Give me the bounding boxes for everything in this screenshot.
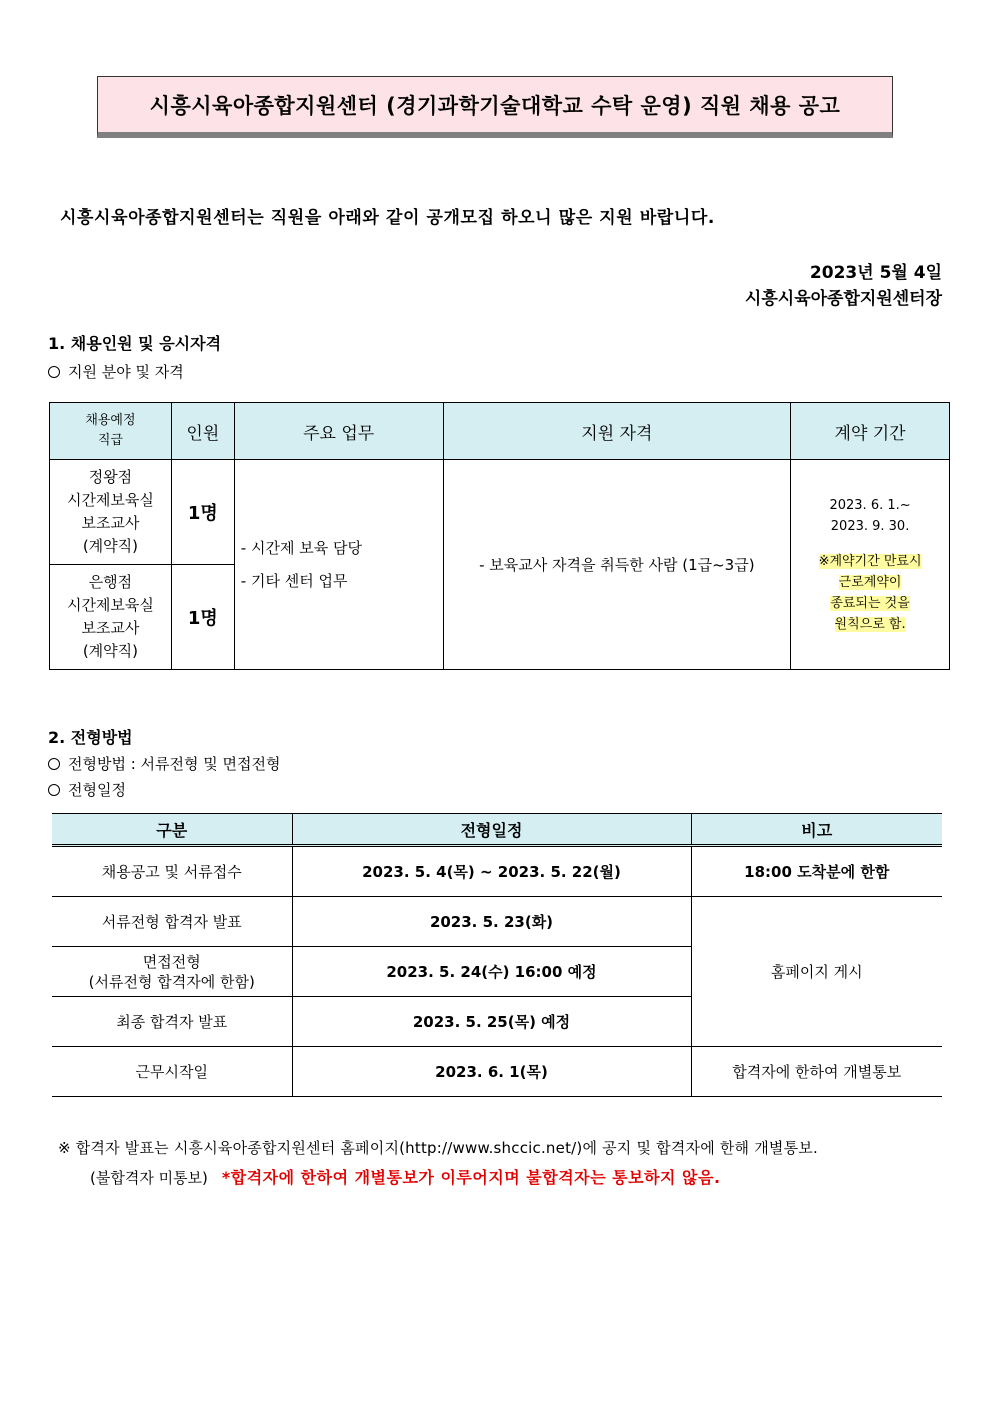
period-line: 2023. 9. 30. <box>830 518 910 534</box>
section1-title: 1. 채용인원 및 응시자격 <box>48 334 222 353</box>
header-period: 계약 기간 <box>791 403 950 460</box>
duties-cell <box>234 460 443 670</box>
position-line: (계약직) <box>82 642 139 660</box>
section2-title: 2. 전형방법 <box>48 728 133 747</box>
header-qualification: 지원 자격 <box>443 403 791 460</box>
section2-bullet2-text: 전형일정 <box>68 781 126 799</box>
schedule-cell: 2023. 6. 1(목) <box>292 1047 691 1097</box>
period-line: 2023. 6. 1.~ <box>829 497 911 513</box>
schedule-cell: 2023. 5. 23(화) <box>292 897 691 947</box>
position-line: (계약직) <box>82 537 139 555</box>
recruitment-table <box>49 402 950 670</box>
position-line: 보조교사 <box>81 619 140 637</box>
table-row <box>50 460 950 565</box>
section2-bullet2 <box>48 779 126 800</box>
announcement-note-2 <box>90 1165 721 1188</box>
section1-bullet-text: 지원 분야 및 자격 <box>68 363 184 381</box>
remarks-cell: 18:00 도착분에 한함 <box>691 846 942 897</box>
schedule-header-row <box>52 814 942 846</box>
category-cell <box>52 947 292 997</box>
red-warning-text: *합격자에 한하여 개별통보가 이루어지며 불합격자는 통보하지 않음. <box>221 1168 721 1187</box>
category-cell: 채용공고 및 서류접수 <box>52 846 292 897</box>
category-line: (서류전형 합격자에 한함) <box>88 972 255 991</box>
schedule-cell: 2023. 5. 4(목) ~ 2023. 5. 22(월) <box>292 846 691 897</box>
page-title: 시흥시육아종합지원센터 (경기과학기술대학교 수탁 운영) 직원 채용 공고 <box>97 76 893 138</box>
category-cell: 서류전형 합격자 발표 <box>52 897 292 947</box>
count-cell: 1명 <box>171 460 234 565</box>
notice-date: 2023년 5월 4일 <box>809 263 942 283</box>
table-row <box>52 846 942 897</box>
period-note: 근로계약이 <box>838 574 902 590</box>
position-cell <box>50 565 172 670</box>
period-note: 원칙으로 함. <box>834 616 906 632</box>
schedule-cell: 2023. 5. 25(목) 예정 <box>292 997 691 1047</box>
qualification-cell: - 보육교사 자격을 취득한 사람 (1급~3급) <box>443 460 791 670</box>
notice-signer: 시흥시육아종합지원센터장 <box>744 289 942 309</box>
bullet-circle-icon <box>48 366 60 378</box>
header-count: 인원 <box>171 403 234 460</box>
bullet-circle-icon <box>48 758 60 770</box>
header-remarks: 비고 <box>691 814 942 846</box>
duty-line: - 시간제 보육 담당 <box>240 538 362 557</box>
period-note: 종료되는 것을 <box>830 595 910 611</box>
schedule-table <box>52 813 942 1097</box>
position-line: 보조교사 <box>81 514 140 532</box>
duty-line: - 기타 센터 업무 <box>240 571 348 590</box>
period-cell <box>791 460 950 670</box>
merged-remarks-cell: 홈페이지 게시 <box>691 897 942 1047</box>
remarks-cell: 합격자에 한하여 개별통보 <box>691 1047 942 1097</box>
header-position-line2: 직급 <box>97 433 123 448</box>
table-row <box>52 1047 942 1097</box>
section1-bullet <box>48 361 184 382</box>
position-line: 정왕점 <box>88 468 133 486</box>
announcement-note: ※ 합격자 발표는 시흥시육아종합지원센터 홈페이지(http://www.shccic.net/)에 공지 및 합격자에 한해 개별통보. <box>58 1139 818 1157</box>
recruitment-header-row <box>50 403 950 460</box>
position-line: 은행점 <box>88 573 133 591</box>
category-line: 면접전형 <box>142 952 201 971</box>
header-position-line1: 채용예정 <box>85 413 136 428</box>
position-line: 시간제보육실 <box>66 491 154 509</box>
table-row <box>52 897 942 947</box>
period-note: ※계약기간 만료시 <box>818 553 922 569</box>
section2-bullet1 <box>48 753 281 774</box>
header-category: 구분 <box>52 814 292 846</box>
header-schedule: 전형일정 <box>292 814 691 846</box>
category-cell: 근무시작일 <box>52 1047 292 1097</box>
count-cell: 1명 <box>171 565 234 670</box>
bullet-circle-icon <box>48 784 60 796</box>
category-cell: 최종 합격자 발표 <box>52 997 292 1047</box>
no-notice-text: (불합격자 미통보) <box>90 1169 208 1187</box>
header-position <box>50 403 172 460</box>
header-duties: 주요 업무 <box>234 403 443 460</box>
intro-text: 시흥시육아종합지원센터는 직원을 아래와 같이 공개모집 하오니 많은 지원 바랍니다. <box>60 208 715 228</box>
position-line: 시간제보육실 <box>66 596 154 614</box>
position-cell <box>50 460 172 565</box>
schedule-cell: 2023. 5. 24(수) 16:00 예정 <box>292 947 691 997</box>
section2-bullet1-text: 전형방법 : 서류전형 및 면접전형 <box>68 755 281 773</box>
